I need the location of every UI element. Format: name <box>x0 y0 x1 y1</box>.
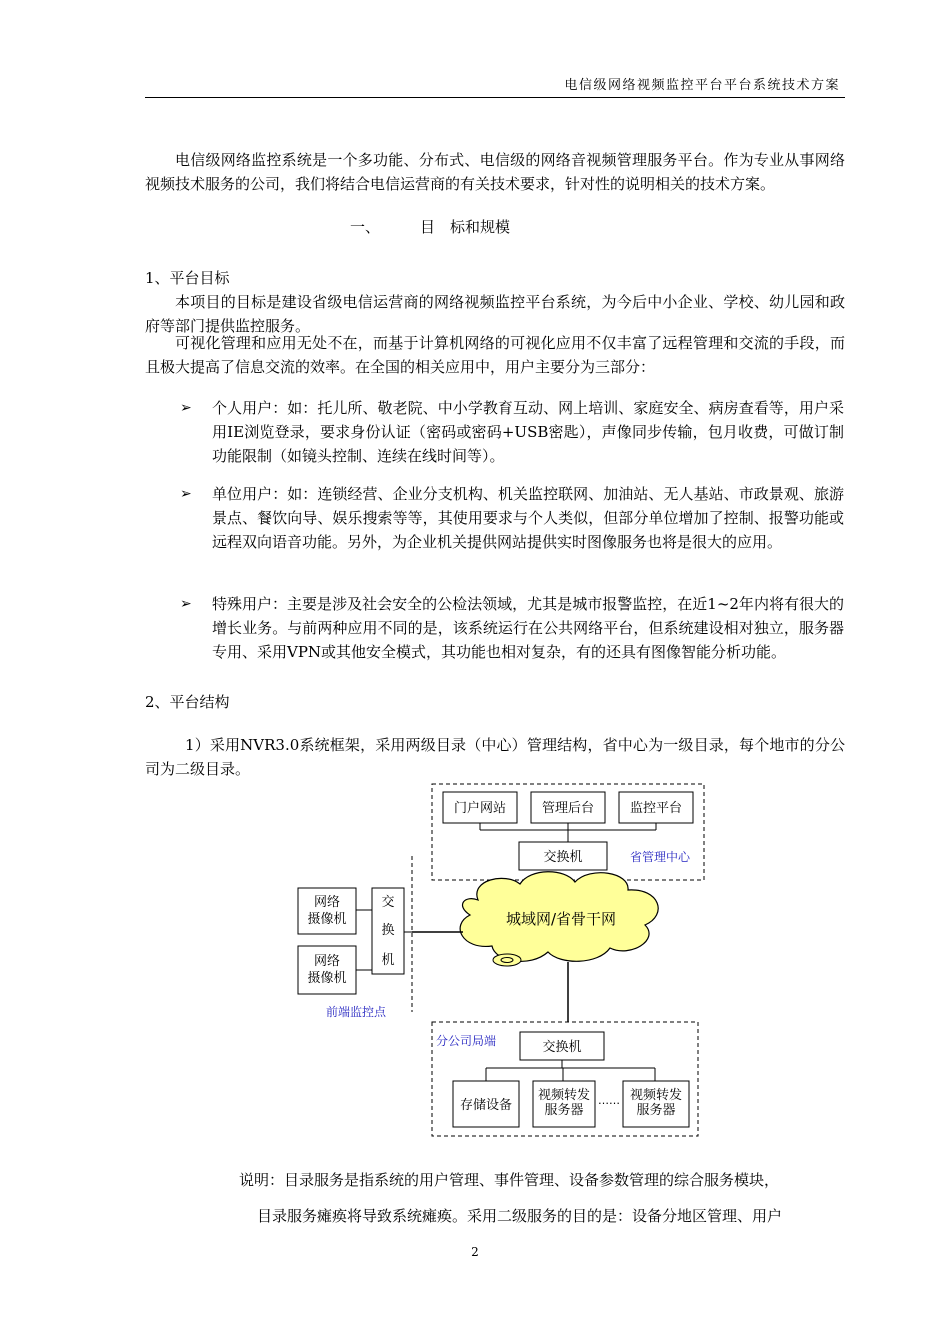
svg-text:摄像机: 摄像机 <box>307 912 347 927</box>
cloud-label: 城域网/省骨干网 <box>505 910 617 928</box>
section-title: 目 标和规模 <box>420 218 511 236</box>
svg-text:网络: 网络 <box>313 954 341 969</box>
note-line-1: 说明：目录服务是指系统的用户管理、事件管理、设备参数管理的综合服务模块， <box>239 1171 780 1189</box>
bullet-personal-users: 个人用户：如：托儿所、敬老院、中小学教育互动、网上培训、家庭安全、病房查看等，用户采用IE浏览登录，要求身份认证（密码或密码+USB密匙），声像同步传输，包月收费，可做订制功能限制（如镜头控制、连续在线时间等）。 <box>212 399 844 465</box>
svg-text:机: 机 <box>381 953 395 968</box>
svg-text:视频转发: 视频转发 <box>537 1088 591 1103</box>
svg-text:服务器: 服务器 <box>544 1103 584 1118</box>
switch-top-label: 交换机 <box>543 850 583 865</box>
svg-text:摄像机: 摄像机 <box>307 971 347 986</box>
subsection-title-goals: 1、平台目标 <box>145 269 230 287</box>
page-number: 2 <box>471 1245 479 1259</box>
section-number: 一、 <box>350 218 381 236</box>
note-line-2: 目录服务瘫痪将导致系统瘫痪。采用二级服务的目的是：设备分地区管理、用户 <box>257 1207 783 1225</box>
goals-paragraph-2: 可视化管理和应用无处不在，而基于计算机网络的可视化应用不仅丰富了远程管理和交流的手段，而且极大提高了信息交流的效率。在全国的相关应用中，用户主要分为三部分： <box>145 334 845 376</box>
center-label: 省管理中心 <box>630 850 691 864</box>
svg-text:交: 交 <box>381 895 395 910</box>
structure-paragraph-1: 1）采用NVR3.0系统框架，采用两级目录（中心）管理结构，省中心为一级目录，每个地市的分公司为二级目录。 <box>145 736 845 778</box>
switch-branch-label: 交换机 <box>542 1040 582 1055</box>
subsection-title-structure: 2、平台结构 <box>145 693 230 711</box>
svg-text:网络: 网络 <box>313 895 341 910</box>
cloud-ring <box>493 954 521 966</box>
ellipsis: …… <box>598 1094 620 1107</box>
portal-label: 门户网站 <box>453 801 507 816</box>
front-label: 前端监控点 <box>326 1005 387 1019</box>
intro-paragraph: 电信级网络监控系统是一个多功能、分布式、电信级的网络音视频管理服务平台。作为专业从事网络视频技术服务的公司，我们将结合电信运营商的有关技术要求，针对性的说明相关的技术方案。 <box>145 151 845 193</box>
admin-label: 管理后台 <box>541 801 595 816</box>
bullet-arrow-icon: ➢ <box>180 486 192 502</box>
monitor-label: 监控平台 <box>629 801 683 816</box>
bullet-unit-users: 单位用户：如：连锁经营、企业分支机构、机关监控联网、加油站、无人基站、市政景观、旅游景点、餐饮向导、娱乐搜索等等，其使用要求与个人类似，但部分单位增加了控制、报警功能或远程双向语音功能。另外，为企业机关提供网站提供实时图像服务也将是很大的应用。 <box>212 485 844 551</box>
bullet-arrow-icon: ➢ <box>180 596 192 612</box>
branch-label: 分公司局端 <box>436 1034 497 1048</box>
goals-paragraph-1: 本项目的目标是建设省级电信运营商的网络视频监控平台系统，为今后中小企业、学校、幼儿园和政府等部门提供监控服务。 <box>145 293 845 335</box>
bullet-arrow-icon: ➢ <box>180 400 192 416</box>
running-header: 电信级网络视频监控平台平台系统技术方案 <box>564 78 840 93</box>
svg-text:视频转发: 视频转发 <box>629 1088 683 1103</box>
storage-label: 存储设备 <box>459 1098 513 1113</box>
bullet-special-users: 特殊用户：主要是涉及社会安全的公检法领域，尤其是城市报警监控，在近1~2年内将有很大的增长业务。与前两种应用不同的是，该系统运行在公共网络平台，但系统建设相对独立，服务器专用、采用VPN或其他安全模式，其功能也相对复杂，有的还具有图像智能分析功能。 <box>212 595 844 661</box>
svg-text:服务器: 服务器 <box>636 1103 676 1118</box>
svg-text:换: 换 <box>381 923 395 938</box>
